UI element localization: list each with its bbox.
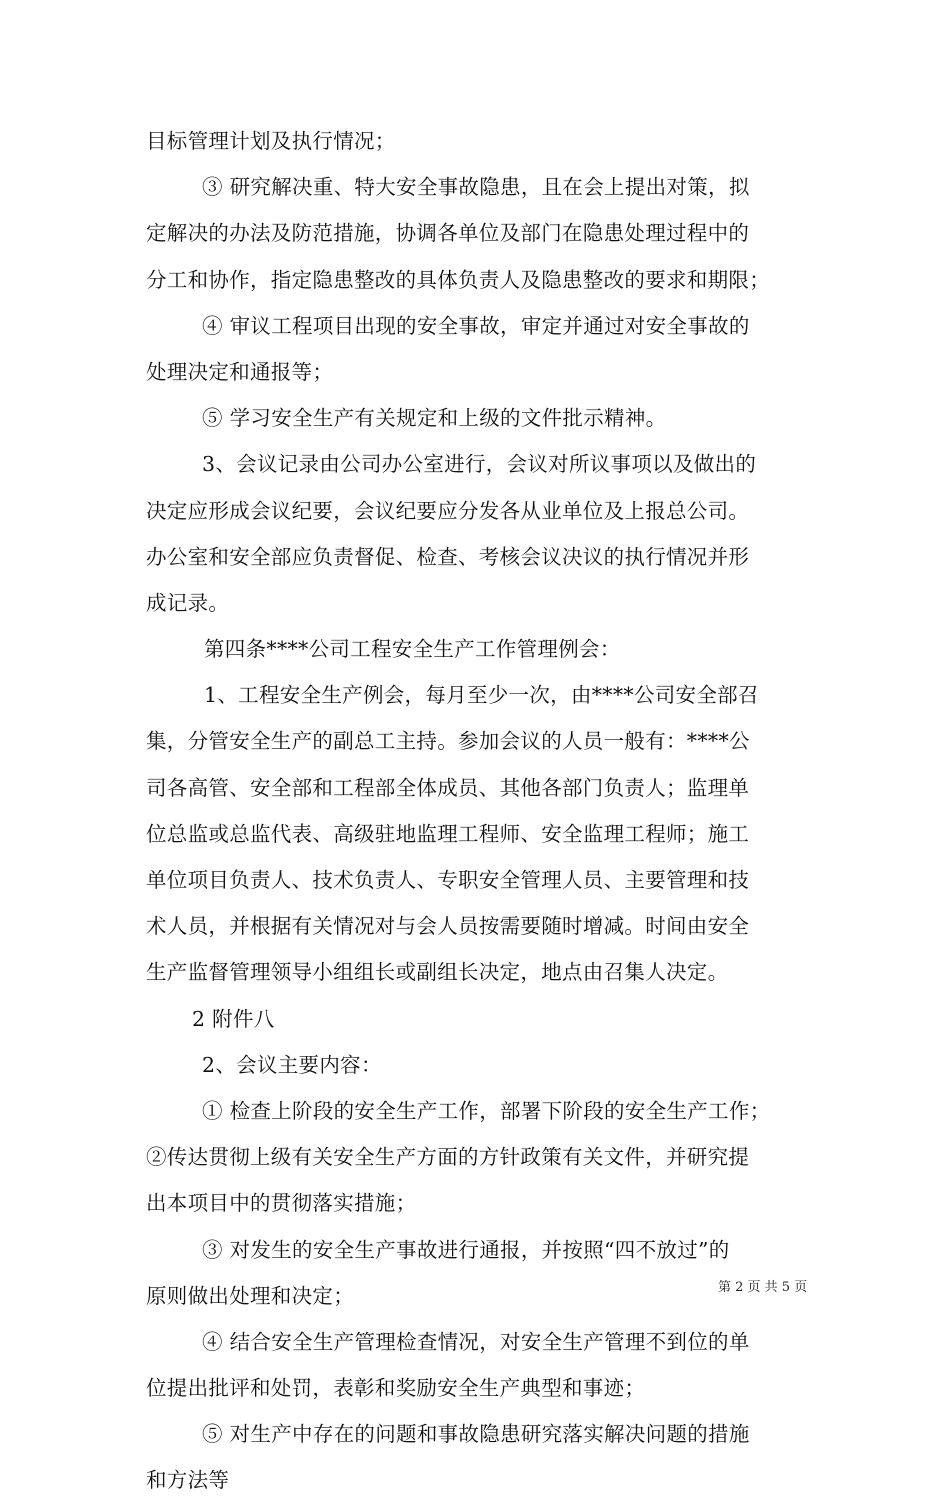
text-line: 出本项目中的贯彻落实措施； <box>146 1191 417 1216</box>
text-line: ④ 审议工程项目出现的安全事故，审定并通过对安全事故的 <box>202 313 750 338</box>
text-line: 定解决的办法及防范措施，协调各单位及部门在隐患处理过程中的 <box>146 221 750 246</box>
document-body <box>146 118 808 1504</box>
text-line: 司各高管、安全部和工程部全体成员、其他各部门负责人；监理单 <box>146 775 750 800</box>
text-line: 单位项目负责人、技术负责人、专职安全管理人员、主要管理和技 <box>146 868 750 892</box>
text-line: 原则做出处理和决定； <box>146 1283 354 1308</box>
text-line: 2、会议主要内容： <box>202 1052 382 1077</box>
text-line: 成记录。 <box>146 590 230 615</box>
text-line: ③ 研究解决重、特大安全事故隐患，且在会上提出对策，拟 <box>202 175 750 200</box>
text-line: ⑤ 对生产中存在的问题和事故隐患研究落实解决问题的措施 <box>202 1422 750 1447</box>
text-line: 3、会议记录由公司办公室进行，会议对所议事项以及做出的 <box>202 452 757 477</box>
text-line: 位提出批评和处罚，表彰和奖励安全生产典型和事迹； <box>146 1376 646 1401</box>
text-line: 生产监督管理领导小组组长或副组长决定，地点由召集人决定。 <box>146 960 729 985</box>
section-heading: 第四条****公司工程安全生产工作管理例会： <box>204 637 621 662</box>
text-line: 决定应形成会议纪要，会议纪要应分发各从业单位及上报总公司。 <box>146 498 750 523</box>
text-line: 术人员，并根据有关情况对与会人员按需要随时增减。时间由安全 <box>146 914 750 939</box>
text-line: 集，分管安全生产的副总工主持。参加会议的人员一般有：****公 <box>146 729 750 754</box>
text-line: 处理决定和通报等； <box>146 359 334 384</box>
text-line: 办公室和安全部应负责督促、检查、考核会议决议的执行情况并形 <box>146 544 750 569</box>
text-line: ④ 结合安全生产管理检查情况，对安全生产管理不到位的单 <box>202 1329 750 1354</box>
text-line: ⑤ 学习安全生产有关规定和上级的文件批示精神。 <box>202 406 667 431</box>
text-line: 位总监或总监代表、高级驻地监理工程师、安全监理工程师；施工 <box>146 821 750 846</box>
text-line: 1、工程安全生产例会，每月至少一次，由****公司安全部召 <box>204 683 759 708</box>
page-number-footer: 第 2 页 共 5 页 <box>718 1280 808 1295</box>
text-line: ③ 对发生的安全生产事故进行通报，并按照“四不放过”的 <box>202 1237 730 1262</box>
text-line: 目标管理计划及执行情况； <box>146 129 396 153</box>
text-line: ① 检查上阶段的安全生产工作，部署下阶段的安全生产工作； <box>202 1098 771 1123</box>
text-line: 2 附件八 <box>192 1006 275 1031</box>
text-line: 和方法等 <box>146 1468 230 1493</box>
text-line: 分工和协作，指定隐患整改的具体负责人及隐患整改的要求和期限； <box>146 267 770 292</box>
text-line: ②传达贯彻上级有关安全生产方面的方针政策有关文件，并研究提 <box>146 1145 750 1170</box>
